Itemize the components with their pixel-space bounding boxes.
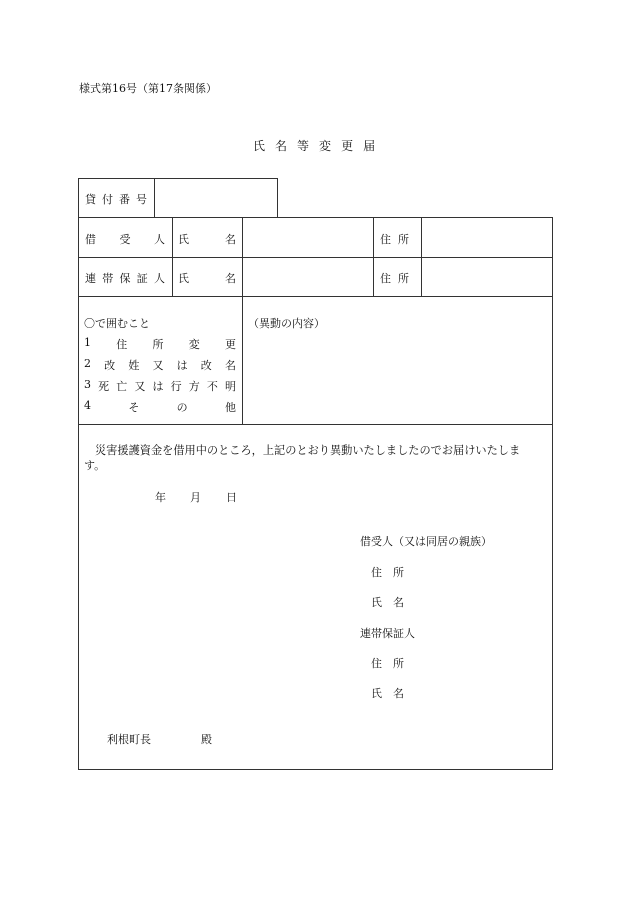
date-month: 月 (190, 491, 201, 504)
borrower-name-label: 氏 名 (178, 233, 236, 246)
title-char: 更 (341, 139, 354, 153)
guarantor-name-label: 氏 名 (178, 272, 236, 285)
guarantor-address-label: 住 所 (380, 272, 409, 285)
form-number: 様式第16号（第17条関係） (79, 82, 217, 95)
statement-line-2: す。 (84, 459, 106, 472)
title-char: 名 (275, 139, 288, 153)
circle-instruction: 〇で囲むこと (84, 317, 150, 330)
form-table (78, 217, 553, 770)
page-title (248, 137, 380, 154)
borrower-address-field[interactable] (423, 219, 551, 255)
sig-guarantor-label: 連帯保証人 (360, 627, 415, 640)
divider (154, 178, 155, 218)
guarantor-address-field[interactable] (423, 259, 551, 294)
guarantor-name-field[interactable] (244, 259, 371, 294)
option-2[interactable]: 2 改 姓 又 は 改 名 (84, 357, 236, 372)
divider (172, 217, 173, 296)
borrower-address-label: 住 所 (380, 233, 409, 246)
title-char: 届 (363, 139, 376, 153)
divider (78, 424, 553, 425)
title-char: 等 (297, 139, 310, 153)
borrower-label: 借 受 人 (85, 233, 165, 246)
sig-guarantor-address: 住 所 (371, 657, 404, 670)
sig-borrower-address: 住 所 (371, 566, 404, 579)
loan-number-label: 貸 付 番 号 (85, 193, 147, 206)
divider (242, 217, 243, 424)
borrower-name-field[interactable] (244, 219, 371, 255)
statement-line-1: 災害援護資金を借用中のところ，上記のとおり異動いたしましたのでお届けいたしま (95, 444, 521, 457)
divider (421, 217, 422, 296)
option-1[interactable]: 1 住 所 変 更 (84, 336, 236, 351)
sig-borrower-label: 借受人（又は同居の親族） (360, 535, 492, 548)
title-char: 変 (319, 139, 332, 153)
date-day: 日 (226, 491, 237, 504)
date-year: 年 (155, 491, 166, 504)
change-content-field[interactable] (244, 332, 550, 422)
sig-borrower-name: 氏 名 (371, 596, 404, 609)
honorific: 殿 (201, 733, 212, 746)
option-3[interactable]: 3 死 亡 又 は 行 方 不 明 (84, 378, 236, 393)
change-content-label: （異動の内容） (248, 317, 325, 330)
addressee: 利根町長 (107, 733, 151, 746)
guarantor-label: 連 帯 保 証 人 (85, 272, 165, 285)
divider (78, 296, 553, 297)
option-4[interactable]: 4 そ の 他 (84, 399, 236, 414)
divider (78, 257, 553, 258)
divider (373, 217, 374, 296)
loan-number-field[interactable] (156, 180, 276, 216)
title-char: 氏 (253, 139, 266, 153)
sig-guarantor-name: 氏 名 (371, 687, 404, 700)
